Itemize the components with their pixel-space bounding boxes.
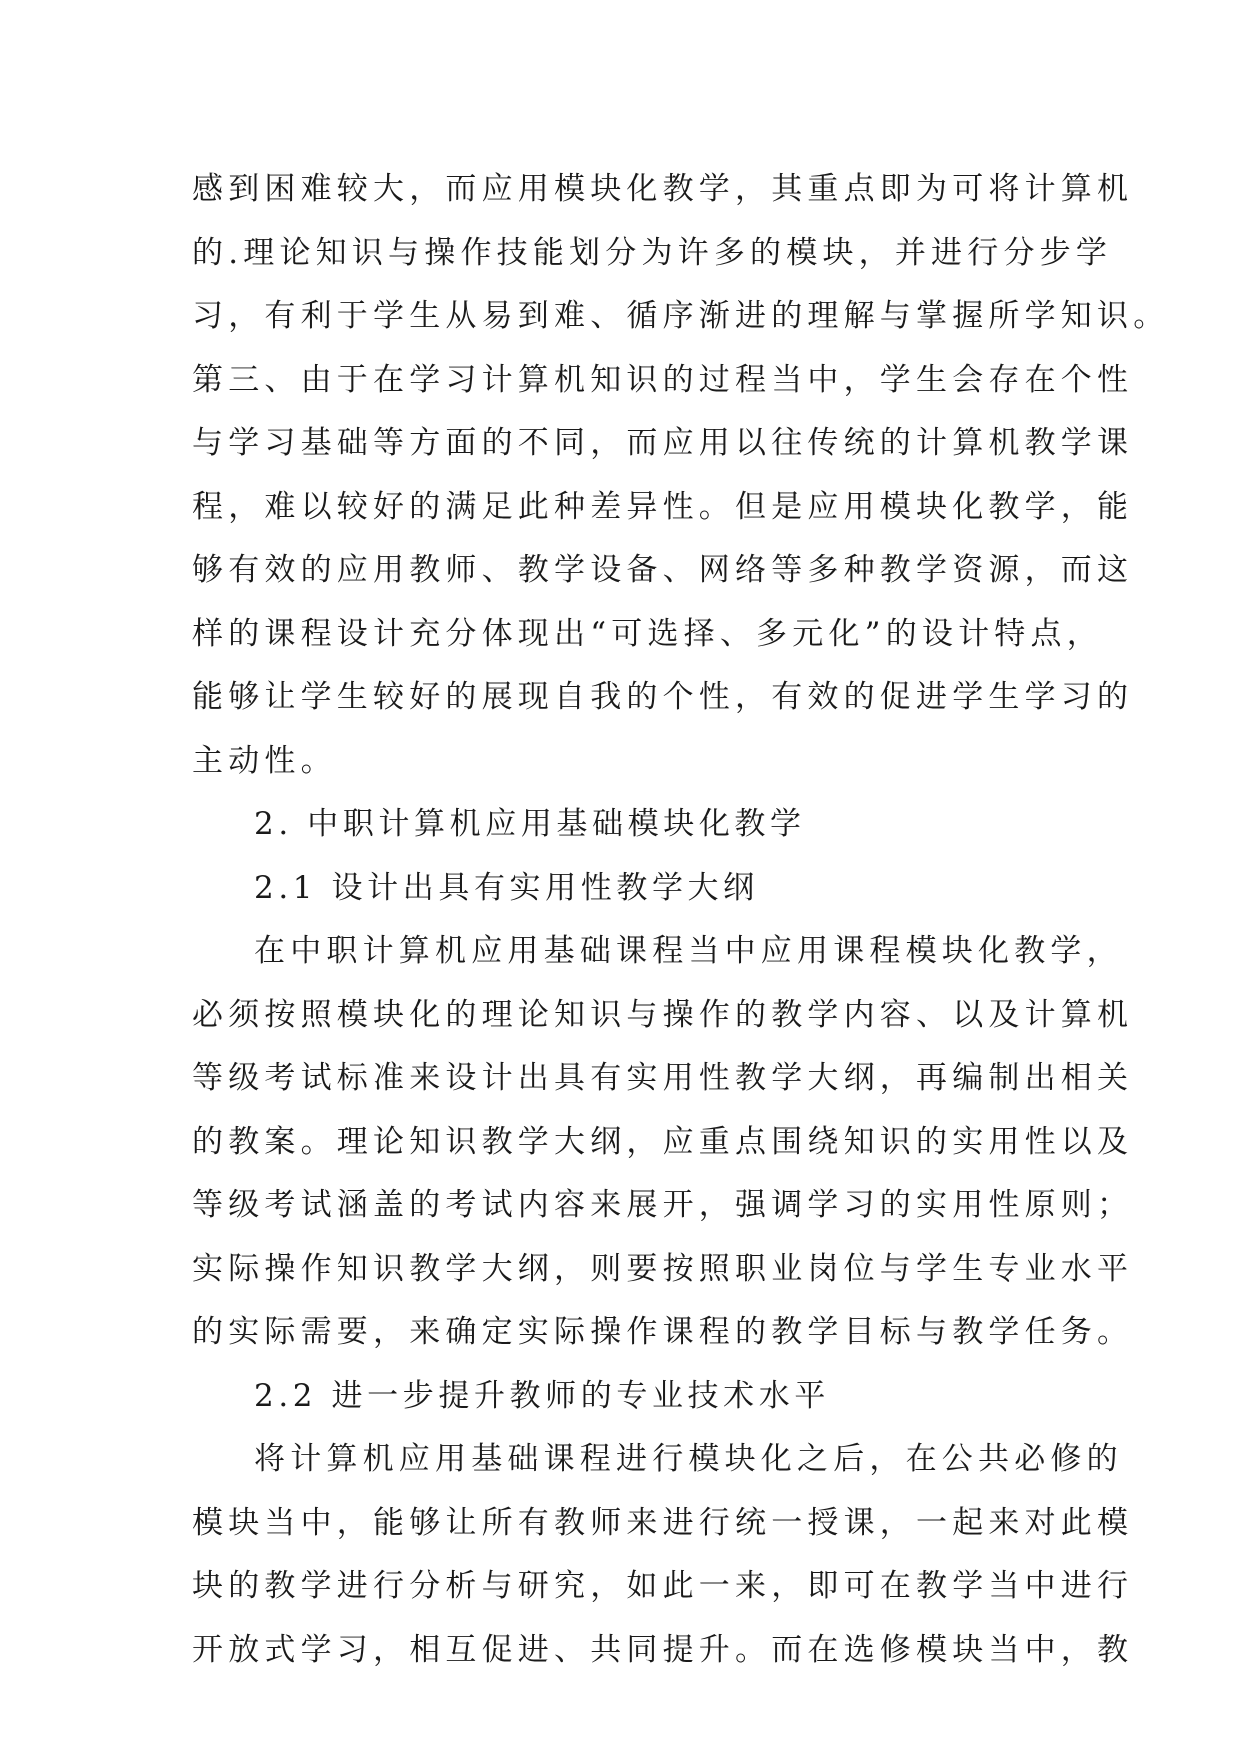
text-line: 够有效的应用教师、教学设备、网络等多种教学资源，而这: [192, 552, 1134, 588]
text-line: 的教案。理论知识教学大纲，应重点围绕知识的实用性以及: [192, 1123, 1134, 1160]
text-line: 等级考试涵盖的考试内容来展开，强调学习的实用性原则；: [192, 1187, 1134, 1223]
text-line: 第三、由于在学习计算机知识的过程当中，学生会存在个性: [192, 361, 1134, 398]
text-line: 实际操作知识教学大纲，则要按照职业岗位与学生专业水平: [192, 1250, 1134, 1287]
text-line: 主动性。: [192, 742, 337, 779]
text-line: 等级考试标准来设计出具有实用性教学大纲，再编制出相关: [192, 1060, 1134, 1096]
section-heading: 2.2 进一步提升教师的专业技术水平: [254, 1377, 830, 1414]
text-line: 的.理论知识与操作技能划分为许多的模块，并进行分步学: [192, 234, 1113, 271]
text-line: 的实际需要，来确定实际操作课程的教学目标与教学任务。: [192, 1314, 1134, 1350]
text-line: 程，难以较好的满足此种差异性。但是应用模块化教学，能: [192, 488, 1134, 525]
text-line: 习，有利于学生从易到难、循序渐进的理解与掌握所学知识。: [192, 298, 1170, 334]
section-heading: 2. 中职计算机应用基础模块化教学: [254, 806, 806, 842]
text-line: 必须按照模块化的理论知识与操作的教学内容、以及计算机: [192, 996, 1134, 1033]
section-heading: 2.1 设计出具有实用性教学大纲: [254, 869, 759, 906]
text-line: 块的教学进行分析与研究，如此一来，即可在教学当中进行: [192, 1568, 1134, 1604]
text-line: 与学习基础等方面的不同，而应用以往传统的计算机教学课: [192, 425, 1134, 461]
text-line: 将计算机应用基础课程进行模块化之后，在公共必修的: [254, 1441, 1123, 1477]
text-line: 在中职计算机应用基础课程当中应用课程模块化教学，: [254, 933, 1123, 969]
document-body: [192, 158, 1170, 1682]
text-line: 模块当中，能够让所有教师来进行统一授课，一起来对此模: [192, 1504, 1134, 1541]
text-line: 开放式学习，相互促进、共同提升。而在选修模块当中，教: [192, 1631, 1134, 1668]
text-line: 能够让学生较好的展现自我的个性，有效的促进学生学习的: [192, 679, 1134, 715]
text-line: 感到困难较大，而应用模块化教学，其重点即为可将计算机: [192, 171, 1134, 207]
text-line: 样的课程设计充分体现出“可选择、多元化”的设计特点，: [192, 615, 1103, 652]
